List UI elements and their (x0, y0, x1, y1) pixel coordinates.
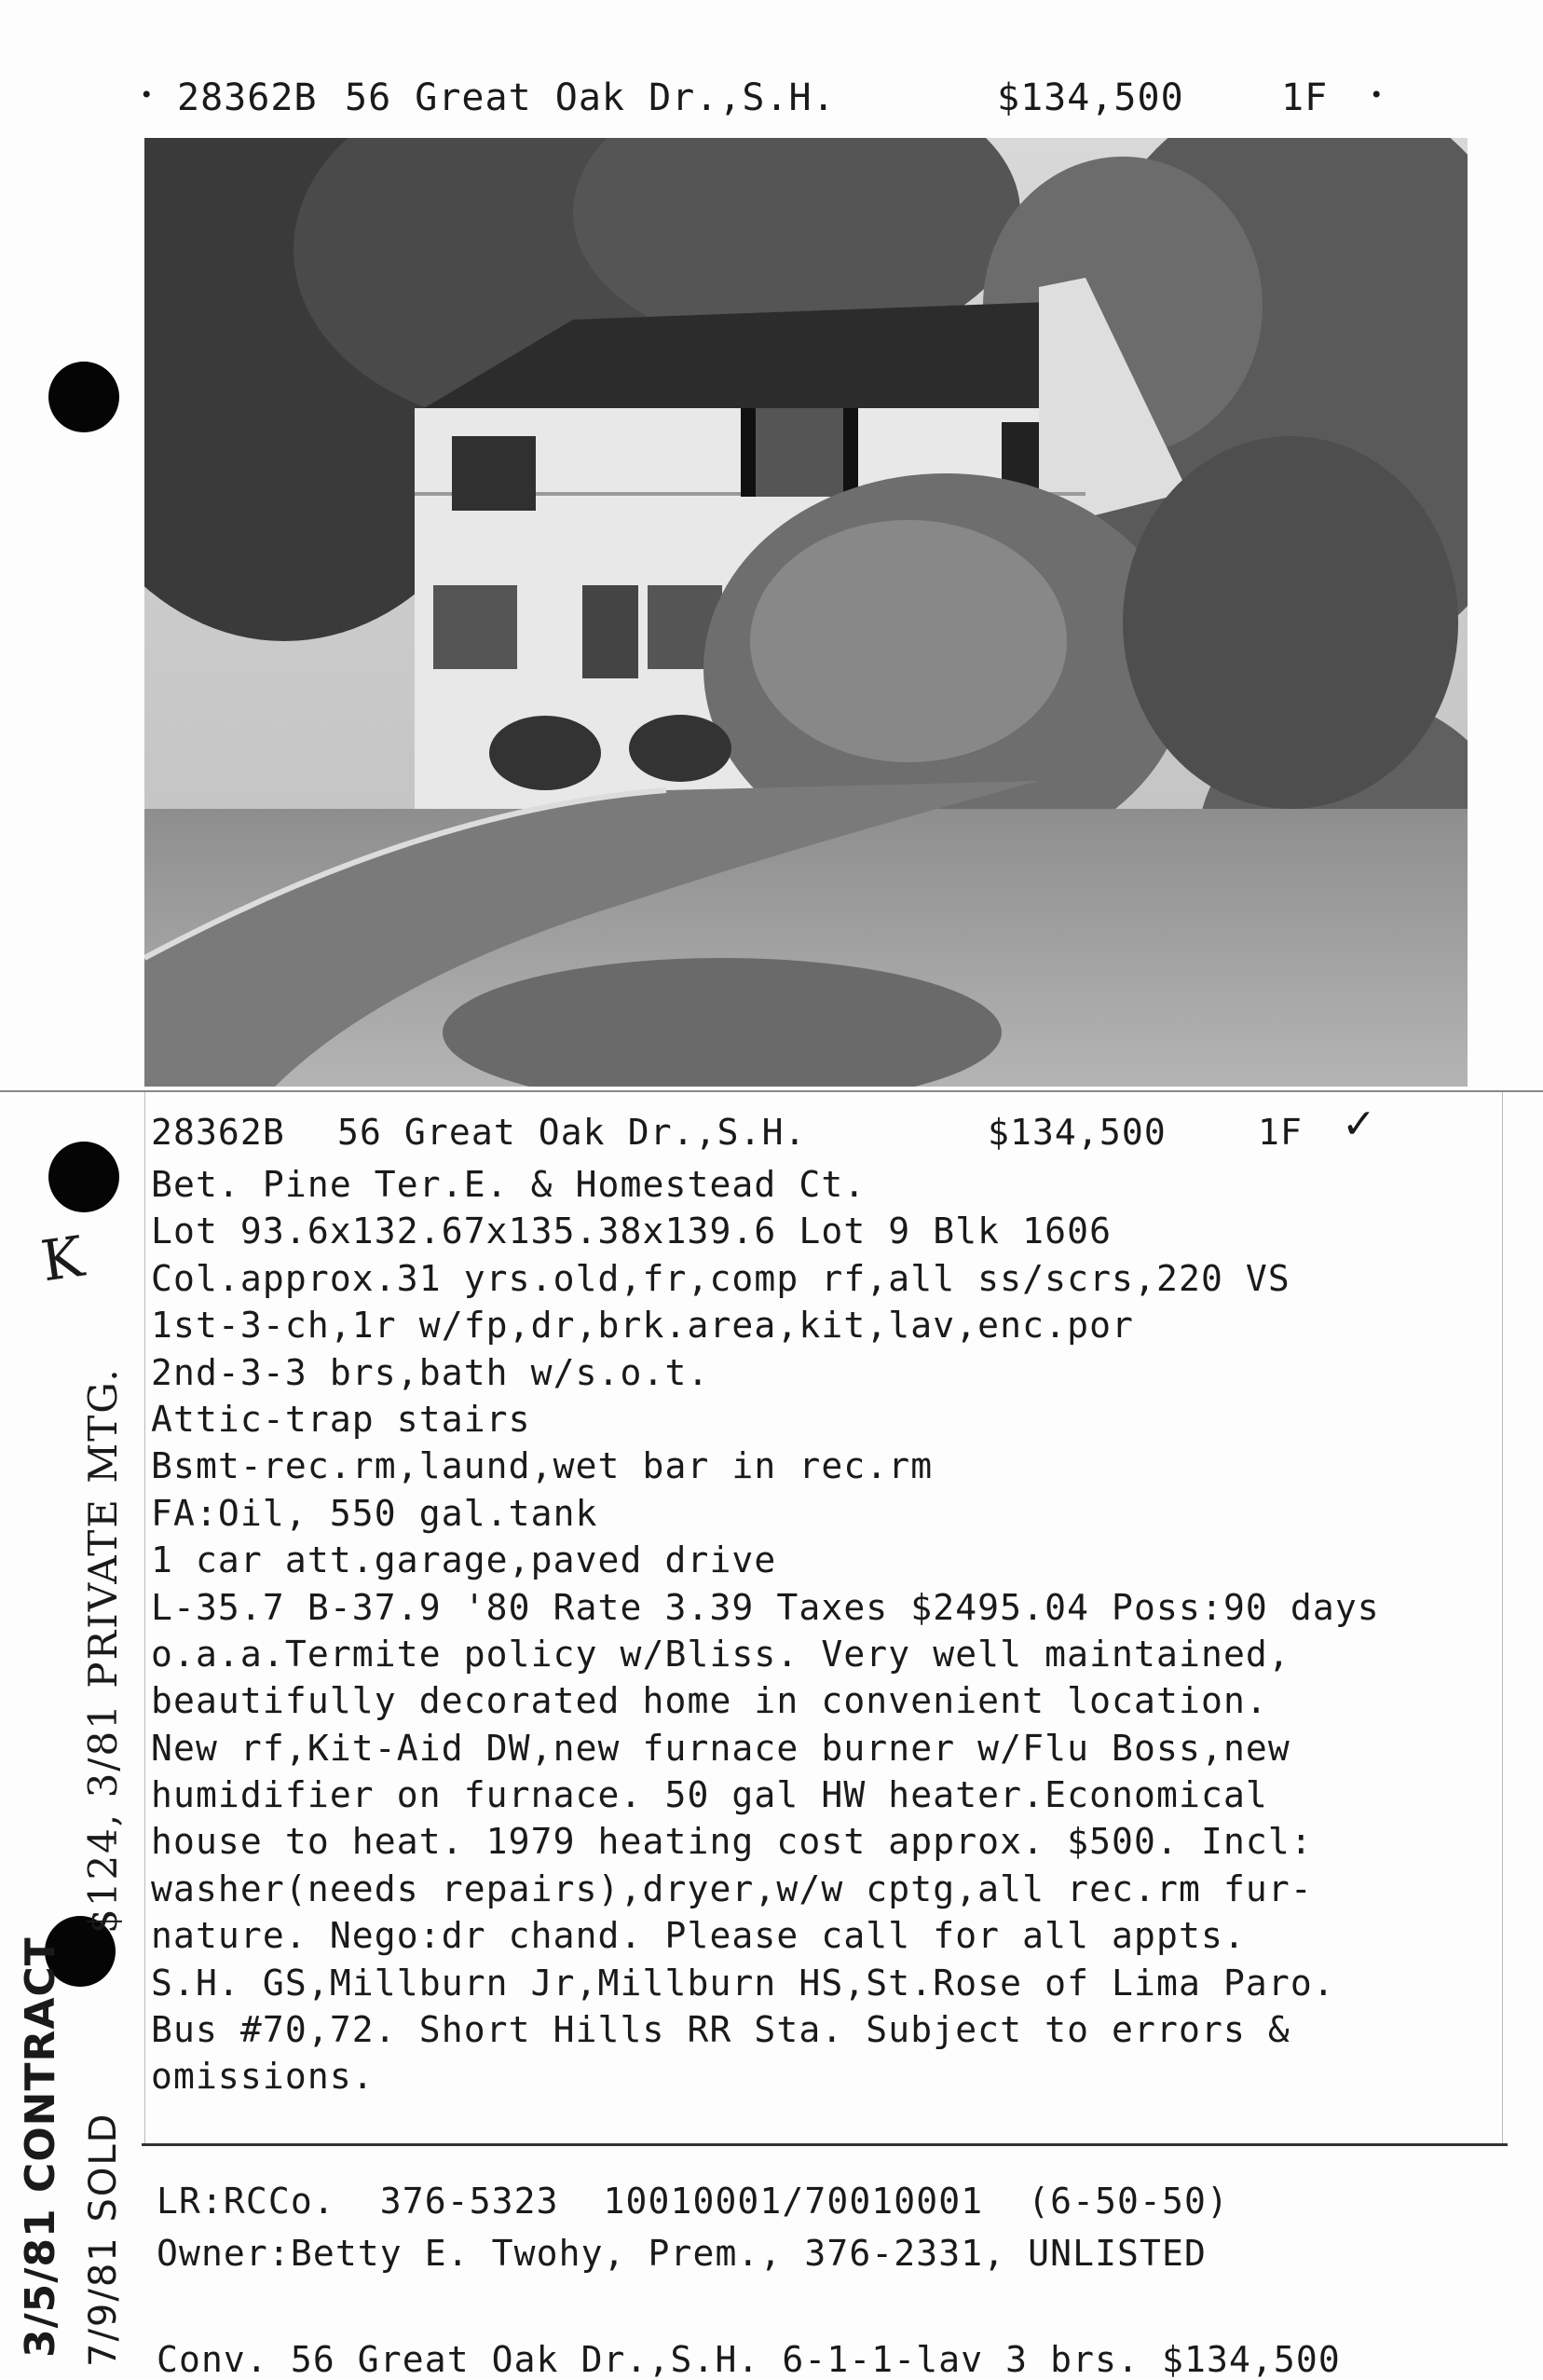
card-border (1502, 1092, 1503, 2145)
listing-price: $134,500 (988, 1112, 1167, 1153)
detail-line: house to heat. 1979 heating cost approx. $500. Incl: (151, 1821, 1313, 1863)
card-cut-line (0, 1090, 1543, 1092)
owner-line: Owner:Betty E. Twohy, Prem., 376-2331, UNLISTED (157, 2233, 1207, 2274)
punch-hole (48, 362, 119, 432)
listing-details (151, 1101, 1493, 2100)
detail-line: Lot 93.6x132.67x135.38x139.6 Lot 9 Blk 1606 (151, 1211, 1113, 1252)
listing-address: 56 Great Oak Dr.,S.H. (345, 76, 836, 119)
detail-line: 1st-3-ch,1r w/fp,dr,brk.area,kit,lav,enc.por (151, 1305, 1135, 1347)
listing-code: 1F (1281, 76, 1329, 119)
detail-line: o.a.a.Termite policy w/Bliss. Very well maintained, (151, 1633, 1290, 1675)
detail-line: 2nd-3-3 brs,bath w/s.o.t. (151, 1351, 710, 1393)
detail-line: L-35.7 B-37.9 '80 Rate 3.39 Taxes $2495.04 Poss:90 days (151, 1586, 1380, 1628)
header-dot: • (140, 82, 155, 108)
photo-header (140, 76, 1416, 132)
listing-id: 28362B (177, 76, 318, 119)
detail-line: beautifully decorated home in convenient location. (151, 1680, 1268, 1722)
house-photo-icon (144, 138, 1468, 1087)
listing-header (151, 1101, 1493, 1161)
next-card-summary: Conv. 56 Great Oak Dr.,S.H. 6-1-1-lav 3 brs. $134,500 (157, 2339, 1341, 2380)
handwritten-price-note: $124, 3/81 PRIVATE MTG. (80, 1367, 126, 1934)
detail-line: New rf,Kit-Aid DW,new furnace burner w/Flu Boss,new (151, 1727, 1290, 1769)
detail-line: nature. Nego:dr chand. Please call for all appts. (151, 1915, 1246, 1957)
listing-broker-line: LR:RCCo. 376-5323 10010001/70010001 (6-50-50) (157, 2181, 1229, 2222)
listing-address: 56 Great Oak Dr.,S.H. (337, 1112, 807, 1153)
punch-hole (48, 1142, 119, 1212)
house-photo (144, 138, 1468, 1087)
detail-line: S.H. GS,Millburn Jr,Millburn HS,St.Rose of Lima Paro. (151, 1962, 1335, 2004)
detail-line: FA:Oil, 550 gal.tank (151, 1492, 598, 1534)
check-mark-icon: ✓ (1342, 1101, 1377, 1148)
handwritten-contract-note: 3/5/81 CONTRACT (17, 1936, 64, 2358)
detail-line: 1 car att.garage,paved drive (151, 1539, 777, 1581)
header-dot: • (1370, 82, 1385, 108)
detail-line: omissions. (151, 2056, 375, 2098)
detail-line: Bet. Pine Ter.E. & Homestead Ct. (151, 1164, 867, 1205)
handwritten-sold-note: 7/9/81 SOLD (82, 2112, 125, 2367)
detail-line: Bus #70,72. Short Hills RR Sta. Subject to errors & (151, 2009, 1290, 2051)
listing-price: $134,500 (997, 76, 1184, 119)
listing-code: 1F (1258, 1112, 1303, 1153)
detail-line: Attic-trap stairs (151, 1398, 531, 1440)
detail-line: humidifier on furnace. 50 gal HW heater.Economical (151, 1774, 1268, 1816)
listing-footer (157, 2175, 1489, 2279)
detail-line: washer(needs repairs),dryer,w/w cptg,all rec.rm fur- (151, 1867, 1313, 1909)
listing-id: 28362B (151, 1112, 285, 1153)
detail-line: Bsmt-rec.rm,laund,wet bar in rec.rm (151, 1445, 934, 1487)
handwritten-k-mark: K (37, 1224, 89, 1295)
section-divider (142, 2143, 1508, 2146)
card-border (144, 1092, 145, 2145)
detail-line: Col.approx.31 yrs.old,fr,comp rf,all ss/scrs,220 VS (151, 1257, 1290, 1299)
